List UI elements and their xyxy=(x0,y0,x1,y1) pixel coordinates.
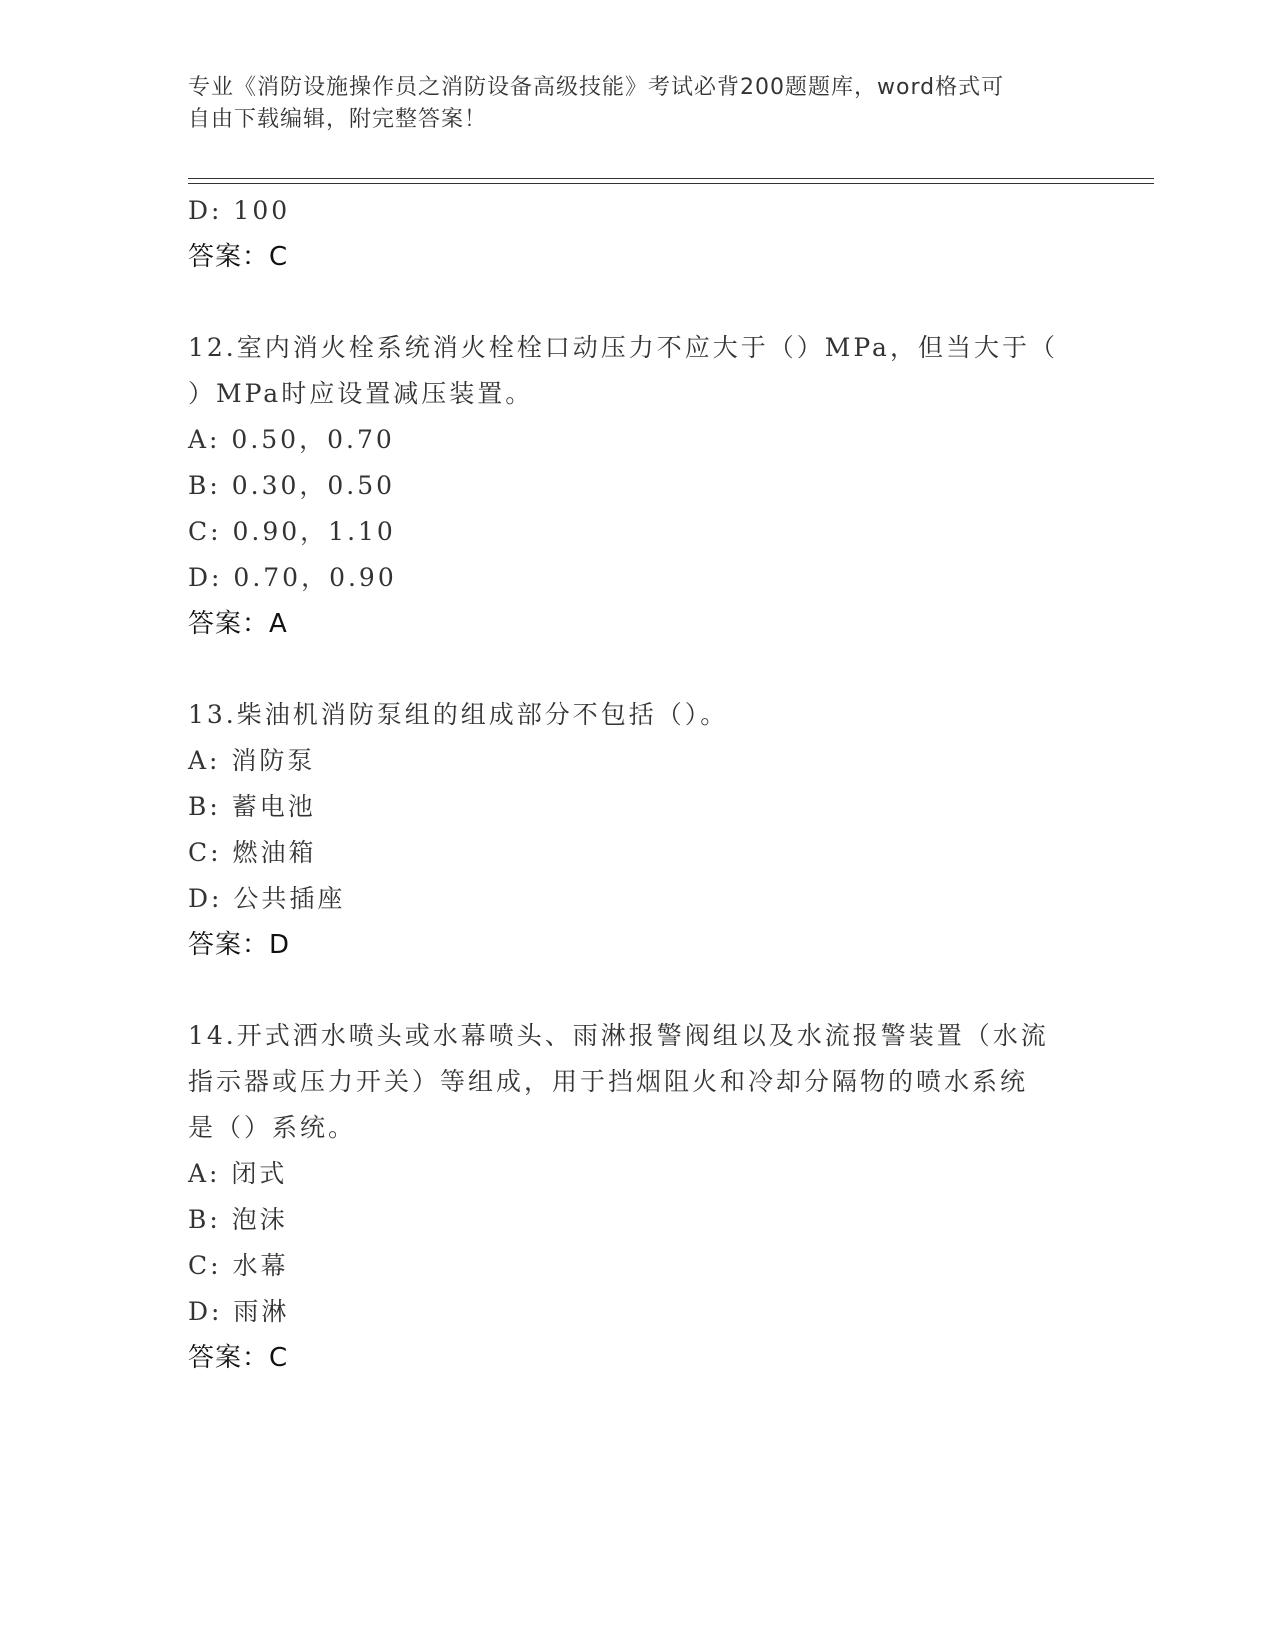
header-divider-bottom xyxy=(188,183,1154,184)
option-b: B: 0.30，0.50 xyxy=(188,471,396,500)
option-c: C: 燃油箱 xyxy=(188,838,317,867)
option-c: C: 水幕 xyxy=(188,1251,289,1280)
document-body xyxy=(188,188,1088,1381)
question-stem-line: ）MPa时应设置减压装置。 xyxy=(188,379,534,408)
question-13 xyxy=(188,692,1088,968)
question-stem-line: 是（）系统。 xyxy=(188,1113,357,1142)
question-stem-line: 14.开式洒水喷头或水幕喷头、雨淋报警阀组以及水流报警装置（水流 xyxy=(188,1021,1049,1050)
question-stem-line: 指示器或压力开关）等组成，用于挡烟阻火和冷却分隔物的喷水系统 xyxy=(188,1067,1029,1096)
answer-line: 答案：D xyxy=(188,930,291,960)
answer-line: 答案：C xyxy=(188,242,289,272)
header-title-line-1: 专业《消防设施操作员之消防设备高级技能》考试必背200题题库，word格式可 xyxy=(188,75,1005,100)
header-title-line-2: 自由下载编辑，附完整答案！ xyxy=(188,107,488,132)
header-divider-top xyxy=(188,178,1154,179)
option-a: A: 0.50，0.70 xyxy=(188,425,395,454)
option-d: D: 0.70，0.90 xyxy=(188,563,397,592)
question-12 xyxy=(188,325,1088,647)
question-stem-line: 13.柴油机消防泵组的组成部分不包括（）。 xyxy=(188,700,729,729)
option-a: A: 消防泵 xyxy=(188,746,316,775)
option-c: C: 0.90，1.10 xyxy=(188,517,396,546)
previous-question-tail xyxy=(188,188,1088,280)
answer-line: 答案：A xyxy=(188,609,288,639)
option-d: D: 雨淋 xyxy=(188,1297,290,1326)
option-b: B: 泡沫 xyxy=(188,1205,288,1234)
answer-line: 答案：C xyxy=(188,1343,289,1373)
option-d: D: 100 xyxy=(188,196,291,225)
question-14 xyxy=(188,1013,1088,1381)
option-b: B: 蓄电池 xyxy=(188,792,316,821)
page-header xyxy=(188,72,1088,136)
option-a: A: 闭式 xyxy=(188,1159,288,1188)
option-d: D: 公共插座 xyxy=(188,884,346,913)
question-stem-line: 12.室内消火栓系统消火栓栓口动压力不应大于（）MPa，但当大于（ xyxy=(188,333,1058,362)
